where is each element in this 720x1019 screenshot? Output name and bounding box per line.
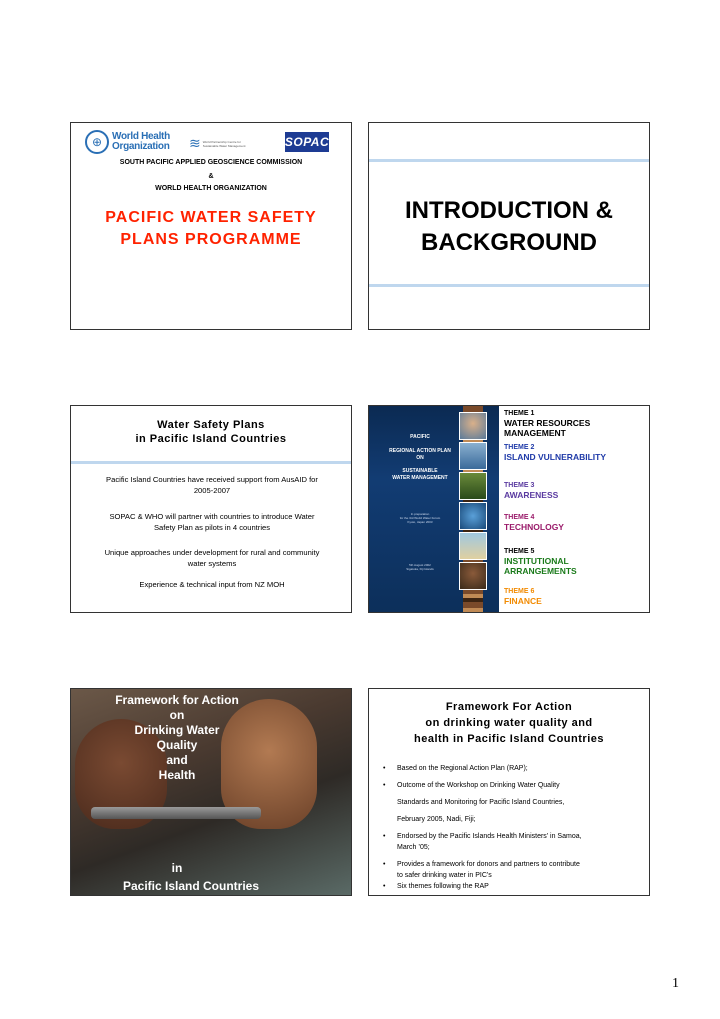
list-item (383, 831, 643, 853)
theme-number: THEME 6 (504, 588, 535, 595)
theme-label-line2: ARRANGEMENTS (504, 566, 577, 576)
bullet-icon: • (383, 861, 386, 868)
theme-number: THEME 2 (504, 444, 535, 451)
theme-number: THEME 4 (504, 514, 535, 521)
cover-title-3: ON (416, 455, 424, 461)
list-item-line: Outcome of the Workshop on Drinking Water Quality (397, 782, 560, 789)
org-ampersand: & (208, 173, 214, 180)
list-item-line: Endorsed by the Pacific Islands Health Ministers’ in Samoa, (397, 833, 582, 840)
list-item-line: February 2005, Nadi, Fiji; (397, 816, 476, 823)
cover-photo-sky (459, 442, 487, 470)
wsp-title (71, 418, 351, 446)
theme-label-line1: TECHNOLOGY (504, 522, 564, 532)
bullet-icon: • (383, 765, 386, 772)
bullet-icon: • (383, 782, 386, 789)
overlay-in: in (171, 861, 183, 875)
overlay-line-5: and (166, 753, 188, 767)
cover-photo-beach (459, 532, 487, 560)
overlay-line-1: Framework for Action (115, 693, 239, 707)
wsp-p2-line1: SOPAC & WHO will partner with countries to introduce Water (109, 512, 315, 521)
wsp-title-line2: in Pacific Island Countries (135, 433, 287, 445)
bullet-icon: • (383, 833, 386, 840)
cover-sub2-1: 5th August 2002 (409, 563, 431, 567)
page-number: 1 (672, 976, 679, 991)
framework-title-line1: Framework For Action (445, 701, 573, 713)
list-item-line: Standards and Monitoring for Pacific Island Countries, (397, 799, 565, 806)
framework-overlay-title (107, 693, 247, 783)
theme-label-line1: INSTITUTIONAL (504, 556, 569, 566)
overlay-line-4: Quality (156, 738, 198, 752)
cover-title-4: SUSTAINABLE (402, 468, 438, 474)
theme-label (504, 522, 564, 532)
decor-bar-bottom (369, 284, 649, 287)
theme-label-line1: ISLAND VULNERABILITY (504, 452, 606, 462)
list-item-line: March ’05; (397, 844, 430, 851)
wsp-paragraph-1 (81, 474, 343, 496)
theme-label-line2: MANAGEMENT (504, 428, 566, 438)
theme-label-line1: AWARENESS (504, 490, 559, 500)
org-line-who: WORLD HEALTH ORGANIZATION (155, 185, 267, 192)
cover-title-1: PACIFIC (410, 434, 430, 440)
list-item (383, 763, 643, 774)
programme-title-line2: PLANS PROGRAMME (120, 231, 302, 248)
rap-cover-image (369, 406, 499, 613)
cover-sub1-3: Kyoto, Japan 2003 (407, 520, 433, 524)
decor-bar-top (369, 159, 649, 162)
list-item-line: Provides a framework for donors and partners to contribute (397, 861, 580, 868)
theme-number: THEME 3 (504, 482, 535, 489)
list-item-line: to safer drinking water in PIC’s (397, 872, 492, 879)
overlay-countries: Pacific Island Countries (122, 879, 260, 893)
intro-title-line2: BACKGROUND (421, 229, 597, 256)
theme-label-line1: FINANCE (504, 596, 542, 606)
cover-sub1-1: In preparation (410, 512, 430, 516)
framework-title-line3: health in Pacific Island Countries (414, 733, 604, 745)
wsp-p1-line1: Pacific Island Countries have received support from AusAID for (106, 475, 318, 484)
intro-title-line1: INTRODUCTION & (405, 197, 613, 224)
programme-title (71, 207, 351, 251)
partner-logo (189, 135, 249, 152)
wave-icon: ≋ (189, 135, 201, 151)
overlay-line-6: Health (158, 768, 196, 782)
overlay-line-2: on (169, 708, 185, 722)
cover-photo-plants (459, 472, 487, 500)
theme-label (504, 418, 590, 438)
list-item-line: Based on the Regional Action Plan (RAP); (397, 765, 528, 772)
list-item-line: Six themes following the RAP (397, 883, 489, 890)
wsp-p3-line1: Unique approaches under development for rural and community (104, 548, 320, 557)
who-logo-line2: Organization (112, 141, 170, 152)
list-item (383, 859, 643, 881)
slide-framework-details (368, 688, 650, 896)
programme-title-line1: PACIFIC WATER SAFETY (105, 209, 317, 226)
theme-label (504, 452, 606, 462)
decor-bar (71, 461, 351, 464)
framework-bullet-list (383, 763, 643, 892)
wsp-p3-line2: water systems (187, 559, 237, 568)
wsp-paragraph-2 (81, 511, 343, 533)
cover-sub2-2: Sigatoka, Fiji Islands (406, 567, 434, 571)
org-line-sopac: SOUTH PACIFIC APPLIED GEOSCIENCE COMMISSION (119, 159, 303, 166)
slide-water-safety-plans (70, 405, 352, 613)
cover-photo-satellite (459, 502, 487, 530)
list-item (383, 881, 643, 892)
theme-label (504, 490, 558, 500)
slide-rap-themes (368, 405, 650, 613)
cover-sub1-2: for the 3rd World Water Forum (399, 516, 441, 520)
cover-photo-person (459, 412, 487, 440)
photo-water-tap (91, 807, 261, 819)
wsp-title-line1: Water Safety Plans (157, 419, 265, 431)
slide-title-programme (70, 122, 352, 330)
framework-title (369, 699, 649, 747)
sopac-logo: SOPAC (285, 132, 329, 152)
who-logo-line1: World Health (112, 131, 170, 142)
theme-label (504, 596, 542, 606)
wsp-p1-line2: 2005-2007 (193, 486, 231, 495)
bullet-icon: • (383, 883, 386, 890)
wsp-p2-line2: Safety Plan as pilots in 4 countries (153, 523, 271, 532)
who-logo (85, 130, 170, 154)
slide-introduction (368, 122, 650, 330)
list-item (383, 780, 643, 825)
cover-title-5: WATER MANAGEMENT (392, 475, 448, 481)
framework-title-line2: on drinking water quality and (425, 717, 593, 729)
slide-framework-photo (70, 688, 352, 896)
overlay-line-3: Drinking Water (134, 723, 220, 737)
globe-icon: ⊕ (85, 130, 109, 154)
partner-logo-text: World Partnership Centre for Sustainable Water Management (202, 139, 246, 148)
wsp-paragraph-4: Experience & technical input from NZ MOH (139, 580, 285, 589)
cover-title-2: REGIONAL ACTION PLAN (389, 448, 451, 454)
theme-label-line1: WATER RESOURCES (504, 418, 591, 428)
theme-number: THEME 5 (504, 548, 535, 555)
theme-label (504, 556, 577, 576)
wsp-paragraph-3 (81, 547, 343, 569)
intro-title (369, 195, 649, 259)
theme-number: THEME 1 (504, 410, 535, 417)
cover-photo-child (459, 562, 487, 590)
